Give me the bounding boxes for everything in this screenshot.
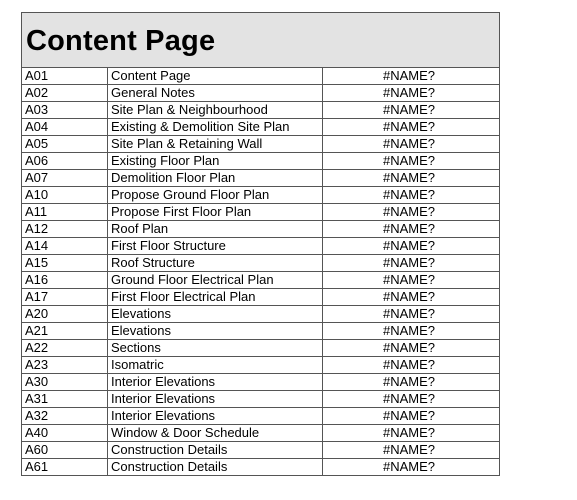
sheet-value-cell[interactable]: #NAME?: [323, 374, 500, 391]
sheet-value-cell[interactable]: #NAME?: [323, 323, 500, 340]
table-row: [22, 323, 500, 340]
title-bar[interactable]: [21, 12, 500, 67]
sheet-title-cell[interactable]: Isomatric: [108, 357, 323, 374]
sheet-value-cell[interactable]: #NAME?: [323, 153, 500, 170]
table-row: [22, 442, 500, 459]
sheet-title-cell[interactable]: Sections: [108, 340, 323, 357]
spreadsheet-sheet: [21, 12, 500, 476]
sheet-code-cell[interactable]: A07: [22, 170, 108, 187]
sheet-title-cell[interactable]: Ground Floor Electrical Plan: [108, 272, 323, 289]
sheet-code-cell[interactable]: A16: [22, 272, 108, 289]
sheet-title-cell[interactable]: Roof Structure: [108, 255, 323, 272]
table-row: [22, 119, 500, 136]
sheet-code-cell[interactable]: A12: [22, 221, 108, 238]
sheet-title-cell[interactable]: Propose First Floor Plan: [108, 204, 323, 221]
table-row: [22, 238, 500, 255]
table-row: [22, 136, 500, 153]
sheet-value-cell[interactable]: #NAME?: [323, 221, 500, 238]
sheet-value-cell[interactable]: #NAME?: [323, 289, 500, 306]
contents-table-body: [22, 68, 500, 476]
sheet-code-cell[interactable]: A40: [22, 425, 108, 442]
sheet-code-cell[interactable]: A31: [22, 391, 108, 408]
sheet-value-cell[interactable]: #NAME?: [323, 68, 500, 85]
sheet-value-cell[interactable]: #NAME?: [323, 357, 500, 374]
sheet-title-cell[interactable]: Construction Details: [108, 442, 323, 459]
table-row: [22, 272, 500, 289]
sheet-value-cell[interactable]: #NAME?: [323, 272, 500, 289]
sheet-title-cell[interactable]: First Floor Electrical Plan: [108, 289, 323, 306]
sheet-code-cell[interactable]: A03: [22, 102, 108, 119]
sheet-code-cell[interactable]: A02: [22, 85, 108, 102]
table-row: [22, 408, 500, 425]
sheet-code-cell[interactable]: A06: [22, 153, 108, 170]
table-row: [22, 221, 500, 238]
sheet-title-cell[interactable]: Roof Plan: [108, 221, 323, 238]
table-row: [22, 391, 500, 408]
sheet-code-cell[interactable]: A15: [22, 255, 108, 272]
table-row: [22, 85, 500, 102]
sheet-title-cell[interactable]: Interior Elevations: [108, 374, 323, 391]
sheet-title-cell[interactable]: Demolition Floor Plan: [108, 170, 323, 187]
table-row: [22, 170, 500, 187]
sheet-code-cell[interactable]: A21: [22, 323, 108, 340]
table-row: [22, 306, 500, 323]
page-title: Content Page: [26, 24, 216, 57]
sheet-title-cell[interactable]: Elevations: [108, 306, 323, 323]
sheet-title-cell[interactable]: Elevations: [108, 323, 323, 340]
sheet-code-cell[interactable]: A10: [22, 187, 108, 204]
sheet-code-cell[interactable]: A61: [22, 459, 108, 476]
contents-table: [21, 67, 500, 476]
sheet-code-cell[interactable]: A32: [22, 408, 108, 425]
table-row: [22, 204, 500, 221]
sheet-title-cell[interactable]: Propose Ground Floor Plan: [108, 187, 323, 204]
sheet-title-cell[interactable]: Existing Floor Plan: [108, 153, 323, 170]
sheet-value-cell[interactable]: #NAME?: [323, 136, 500, 153]
table-row: [22, 374, 500, 391]
table-row: [22, 357, 500, 374]
sheet-code-cell[interactable]: A60: [22, 442, 108, 459]
sheet-code-cell[interactable]: A22: [22, 340, 108, 357]
sheet-title-cell[interactable]: General Notes: [108, 85, 323, 102]
sheet-code-cell[interactable]: A20: [22, 306, 108, 323]
sheet-code-cell[interactable]: A23: [22, 357, 108, 374]
sheet-code-cell[interactable]: A30: [22, 374, 108, 391]
sheet-code-cell[interactable]: A11: [22, 204, 108, 221]
sheet-value-cell[interactable]: #NAME?: [323, 459, 500, 476]
table-row: [22, 102, 500, 119]
table-row: [22, 153, 500, 170]
table-row: [22, 289, 500, 306]
sheet-value-cell[interactable]: #NAME?: [323, 204, 500, 221]
table-row: [22, 255, 500, 272]
sheet-title-cell[interactable]: Existing & Demolition Site Plan: [108, 119, 323, 136]
sheet-value-cell[interactable]: #NAME?: [323, 306, 500, 323]
sheet-value-cell[interactable]: #NAME?: [323, 425, 500, 442]
sheet-title-cell[interactable]: Site Plan & Neighbourhood: [108, 102, 323, 119]
table-row: [22, 459, 500, 476]
sheet-title-cell[interactable]: Window & Door Schedule: [108, 425, 323, 442]
sheet-code-cell[interactable]: A17: [22, 289, 108, 306]
sheet-value-cell[interactable]: #NAME?: [323, 238, 500, 255]
sheet-value-cell[interactable]: #NAME?: [323, 255, 500, 272]
sheet-title-cell[interactable]: Site Plan & Retaining Wall: [108, 136, 323, 153]
sheet-title-cell[interactable]: Interior Elevations: [108, 408, 323, 425]
sheet-code-cell[interactable]: A14: [22, 238, 108, 255]
sheet-title-cell[interactable]: Construction Details: [108, 459, 323, 476]
sheet-code-cell[interactable]: A01: [22, 68, 108, 85]
sheet-value-cell[interactable]: #NAME?: [323, 187, 500, 204]
sheet-value-cell[interactable]: #NAME?: [323, 442, 500, 459]
sheet-value-cell[interactable]: #NAME?: [323, 408, 500, 425]
sheet-code-cell[interactable]: A05: [22, 136, 108, 153]
sheet-code-cell[interactable]: A04: [22, 119, 108, 136]
sheet-value-cell[interactable]: #NAME?: [323, 102, 500, 119]
sheet-title-cell[interactable]: First Floor Structure: [108, 238, 323, 255]
sheet-value-cell[interactable]: #NAME?: [323, 119, 500, 136]
sheet-value-cell[interactable]: #NAME?: [323, 340, 500, 357]
table-row: [22, 187, 500, 204]
sheet-value-cell[interactable]: #NAME?: [323, 170, 500, 187]
table-row: [22, 425, 500, 442]
table-row: [22, 340, 500, 357]
sheet-value-cell[interactable]: #NAME?: [323, 85, 500, 102]
table-row: [22, 68, 500, 85]
sheet-value-cell[interactable]: #NAME?: [323, 391, 500, 408]
sheet-title-cell[interactable]: Content Page: [108, 68, 323, 85]
sheet-title-cell[interactable]: Interior Elevations: [108, 391, 323, 408]
